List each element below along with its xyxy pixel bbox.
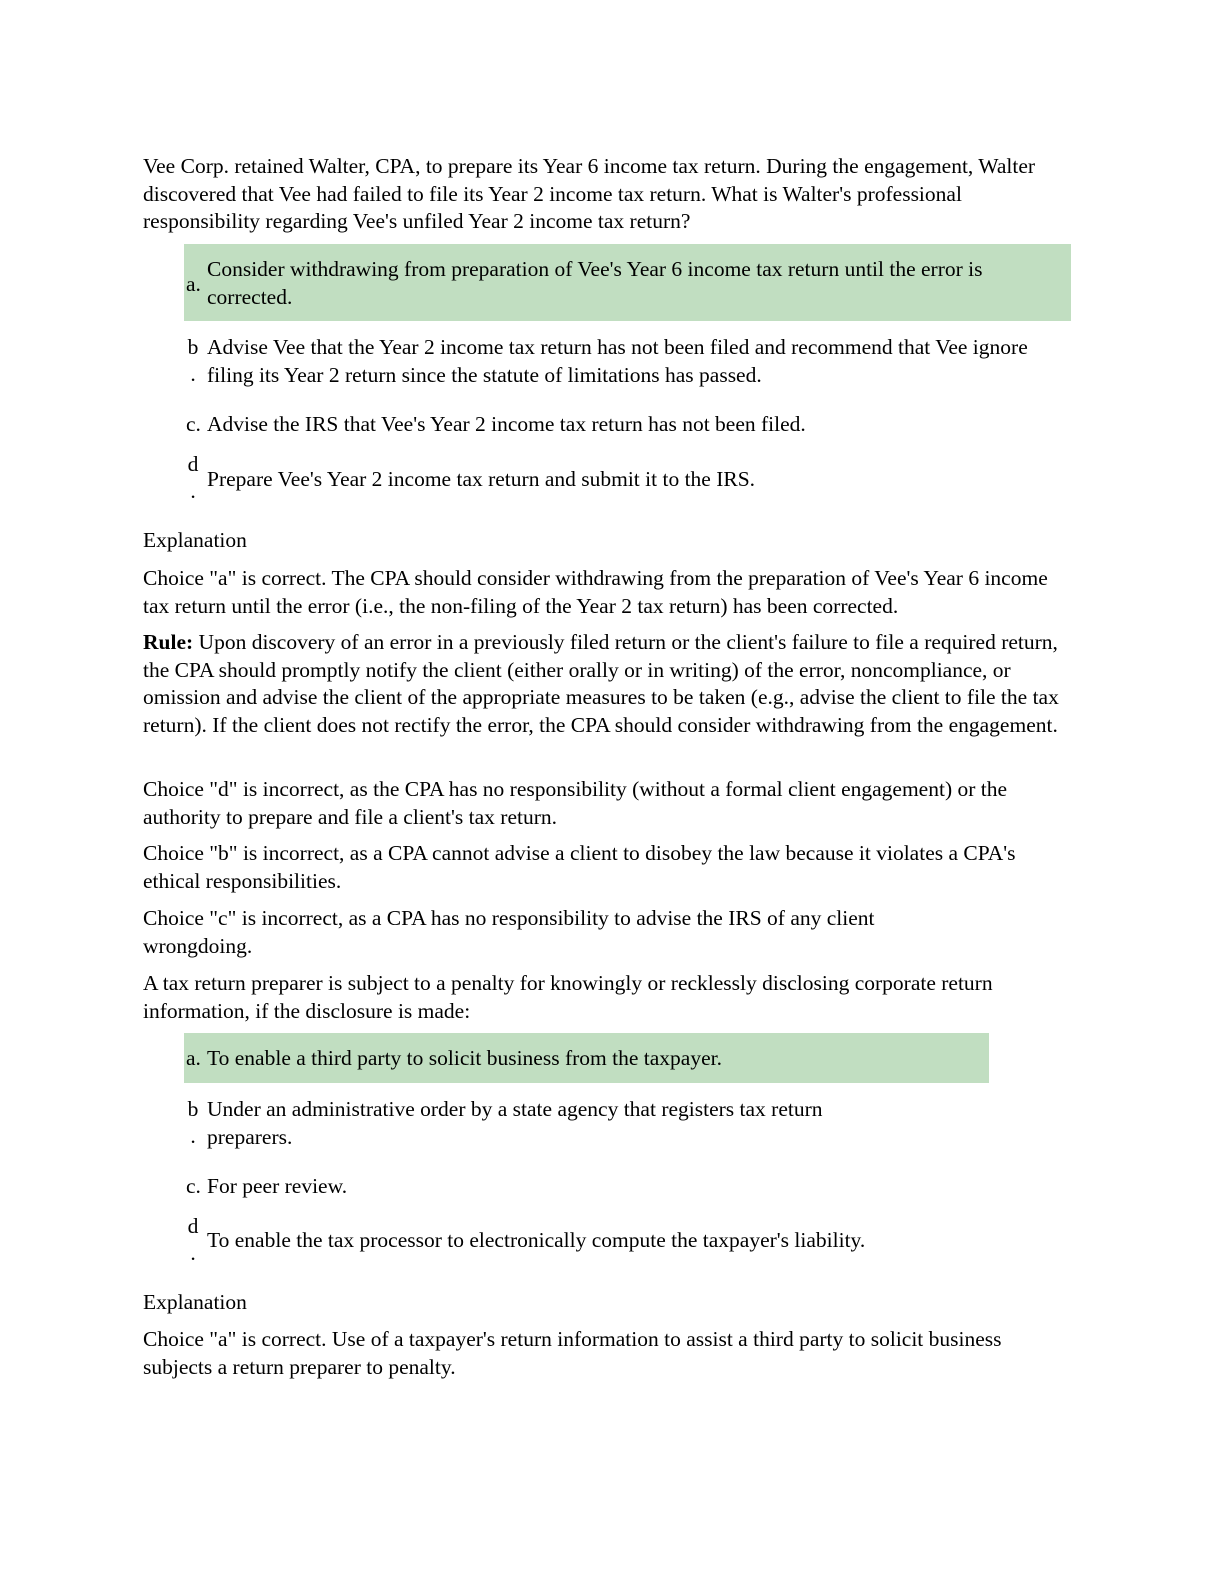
option-letter-dot: . (190, 1124, 196, 1148)
explanation-paragraph: Choice "a" is correct. The CPA should consider withdrawing from the preparation of Vee's Year 6 income tax return until the error (i.e., the non-filing of the Year 2 tax return) has been corrected. (143, 566, 1048, 618)
option-text: Advise Vee that the Year 2 income tax return has not been filed and recommend that Vee ignore filing its Year 2 return since the statute of limitations has passed. (207, 335, 1028, 387)
explanation-heading: Explanation (143, 1290, 247, 1314)
option-letter: a. (186, 1046, 201, 1070)
explanation-paragraph: Choice "a" is correct. Use of a taxpayer's return information to assist a third party to solicit business subjects a return preparer to penalty. (143, 1327, 1002, 1379)
option-letter-dot: . (190, 362, 196, 386)
option-text: Under an administrative order by a state agency that registers tax return preparers. (207, 1097, 823, 1149)
option-text: For peer review. (207, 1174, 348, 1198)
option-text: Advise the IRS that Vee's Year 2 income tax return has not been filed. (207, 412, 806, 436)
option-letter: d (187, 1214, 199, 1238)
explanation-paragraph: Choice "c" is incorrect, as a CPA has no responsibility to advise the IRS of any client wrongdoing. (143, 906, 875, 958)
rule-paragraph (143, 629, 1078, 739)
option-letter: a. (186, 272, 201, 296)
option-text: Consider withdrawing from preparation of Vee's Year 6 income tax return until the error is corrected. (207, 257, 983, 309)
explanation-paragraph: Choice "d" is incorrect, as the CPA has no responsibility (without a formal client engagement) or the authority to prepare and file a client's tax return. (143, 777, 1008, 829)
q1-option-b[interactable] (184, 334, 1071, 394)
option-letter: c. (186, 1174, 201, 1198)
question-2-text: A tax return preparer is subject to a penalty for knowingly or recklessly disclosing corporate return information, if the disclosure is made: (143, 971, 993, 1023)
q2-option-c[interactable] (184, 1173, 989, 1203)
option-letter-dot: . (190, 479, 196, 503)
q2-option-b[interactable] (184, 1096, 989, 1156)
q2-option-d[interactable] (184, 1213, 989, 1273)
option-letter: c. (186, 412, 201, 436)
option-text: Prepare Vee's Year 2 income tax return and submit it to the IRS. (207, 467, 756, 491)
option-letter-dot: . (190, 1241, 196, 1265)
option-letter: b (187, 1097, 199, 1121)
q2-option-a[interactable] (184, 1033, 989, 1083)
q1-option-a[interactable] (184, 244, 1071, 321)
explanation-paragraph: Choice "b" is incorrect, as a CPA cannot advise a client to disobey the law because it violates a CPA's ethical responsibilities. (143, 841, 1016, 893)
rule-label: Rule: (143, 630, 194, 654)
q1-option-d[interactable] (184, 451, 1071, 511)
q1-option-c[interactable] (184, 411, 1071, 441)
option-text: To enable the tax processor to electronically compute the taxpayer's liability. (207, 1228, 866, 1252)
question-1-text: Vee Corp. retained Walter, CPA, to prepare its Year 6 income tax return. During the engagement, Walter discovered that Vee had failed to file its Year 2 income tax return. What is Walter's professional responsibility regarding Vee's unfiled Year 2 income tax return? (143, 154, 1036, 233)
option-letter: b (187, 335, 199, 359)
option-text: To enable a third party to solicit business from the taxpayer. (207, 1046, 722, 1070)
explanation-heading: Explanation (143, 528, 247, 552)
rule-text: Upon discovery of an error in a previously filed return or the client's failure to file a required return, the CPA should promptly notify the client (either orally or in writing) of the error, noncompliance, or omission and advise the client of the appropriate measures to be taken (e.g., advise the client to file the tax return). If the client does not rectify the error, the CPA should consider withdrawing from the engagement. (143, 630, 1059, 737)
option-letter: d (187, 452, 199, 476)
